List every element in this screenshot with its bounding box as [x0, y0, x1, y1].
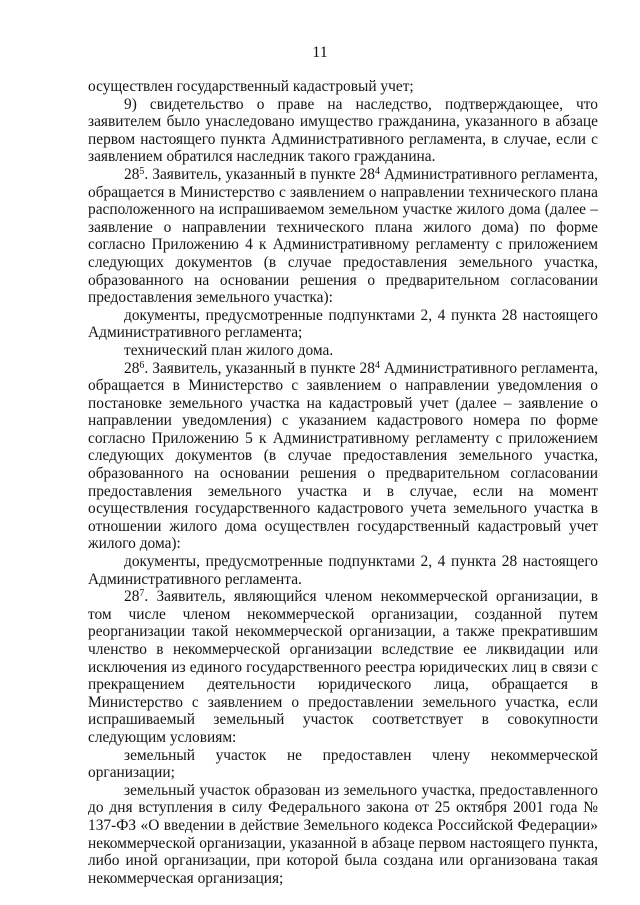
- body-text: [88, 78, 598, 887]
- paragraph: 9) свидетельство о праве на наследство, подтверждающее, что заявителем было унаследовано имущество гражданина, указанного в абзаце первом настоящего пункта Административного регламента, в случае, если с заявлением обратился наследник такого гражданина.: [88, 95, 598, 166]
- paragraph: земельный участок образован из земельного участка, предоставленного до дня вступления в силу Федерального закона от 25 октября 2001 года № 137-ФЗ «О введении в действие Земельного кодекса Российской Федерации» некоммерческой организации, указанной в абзаце первом настоящего пункта, либо иной организации, при которой была создана или организована такая некоммерческая организация;: [88, 781, 598, 887]
- paragraph: технический план жилого дома.: [124, 341, 334, 359]
- paragraph: документы, предусмотренные подпунктами 2, 4 пункта 28 настоящего Административного регламента.: [88, 553, 598, 588]
- paragraph-item-28-6: $28^6$. Заявитель, указанный в пункте $28^4$ Административного регламента, обращается в Министерство с заявлением о направлении уведомления о постановке земельного участка на кадастровый учет (далее – заявление о направлении уведомления) с указанием кадастрового номера по форме согласно Приложению 5 к Административному регламенту с приложением следующих документов (в случае предоставления земельного участка, образованного на основании решения о предварительном согласовании предоставления земельного участка и в случае, если на момент осуществления государственного кадастрового учета земельного участка в отношении жилого дома осуществлен государственный кадастровый учет жилого дома):: [88, 359, 599, 553]
- paragraph-item-28-7: $28^7$. Заявитель, являющийся членом некоммерческой организации, в том числе членом некоммерческой организации, созданной путем реорганизации такой некоммерческой организации, а также прекратившим членство в некоммерческой организации вследствие ее ликвидации или исключения из единого государственного реестра юридических лиц в связи с прекращением деятельности юридического лица, обращается в Министерство с заявлением о предоставлении земельного участка, если испрашиваемый земельный участок соответствует в совокупности следующим условиям:: [88, 588, 598, 746]
- paragraph: осуществлен государственный кадастровый учет;: [88, 78, 414, 95]
- paragraph: документы, предусмотренные подпунктами 2, 4 пункта 28 настоящего Административного регламента;: [88, 306, 598, 342]
- page-number: 11: [312, 44, 328, 61]
- paragraph-item-28-5: $28^5$. Заявитель, указанный в пункте $28^4$ Административного регламента, обращается в Министерство с заявлением о направлении технического плана расположенного на испрашиваемом земельном участке жилого дома (далее – заявление о направлении технического плана жилого дома) по форме согласно Приложению 4 к Административному регламенту с приложением следующих документов (в случае предоставления земельного участка, образованного на основании решения о предварительном согласовании предоставления земельного участка):: [88, 165, 599, 307]
- paragraph: земельный участок не предоставлен члену некоммерческой организации;: [88, 746, 598, 782]
